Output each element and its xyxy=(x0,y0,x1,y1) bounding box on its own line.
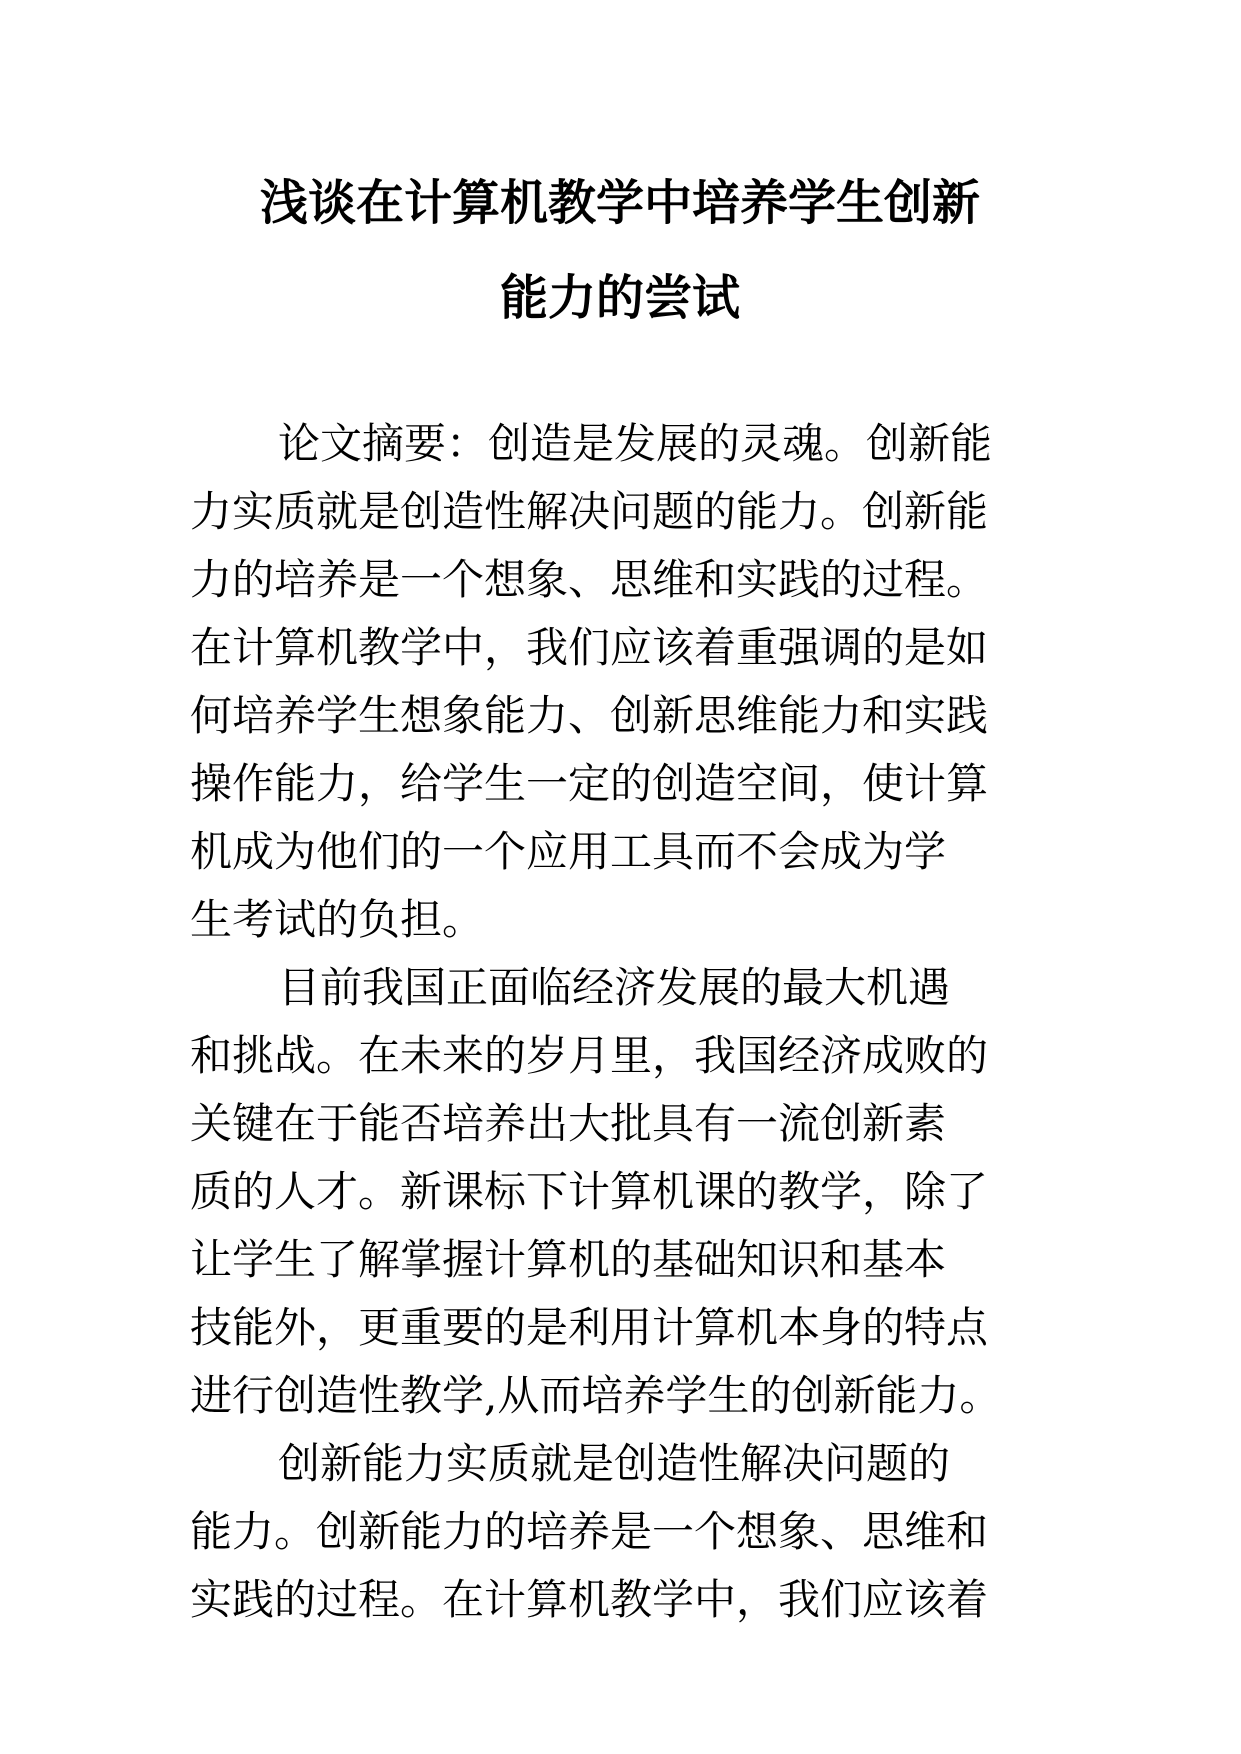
body-line: 力的培养是一个想象、思维和实践的过程。 xyxy=(190,555,989,604)
body-line: 和挑战。在未来的岁月里，我国经济成败的 xyxy=(190,1031,989,1080)
body-line: 实践的过程。在计算机教学中，我们应该着 xyxy=(190,1575,989,1624)
body-line: 进行创造性教学,从而培养学生的创新能力。 xyxy=(190,1371,1002,1420)
body-line: 关键在于能否培养出大批具有一流创新素 xyxy=(190,1099,947,1148)
body-line: 在计算机教学中，我们应该着重强调的是如 xyxy=(190,623,989,672)
body-line: 力实质就是创造性解决问题的能力。创新能 xyxy=(190,487,989,536)
body-line: 技能外，更重要的是利用计算机本身的特点 xyxy=(190,1303,989,1352)
body-line: 论文摘要：创造是发展的灵魂。创新能 xyxy=(278,419,993,468)
document-title-line-2: 能力的尝试 xyxy=(499,270,740,326)
body-line: 目前我国正面临经济发展的最大机遇 xyxy=(278,963,951,1012)
body-line: 何培养学生想象能力、创新思维能力和实践 xyxy=(190,691,989,740)
document-body xyxy=(190,410,1090,1634)
body-line: 让学生了解掌握计算机的基础知识和基本 xyxy=(190,1235,947,1284)
body-line: 质的人才。新课标下计算机课的教学，除了 xyxy=(190,1167,989,1216)
document-title-line-1: 浅谈在计算机教学中培养学生创新 xyxy=(259,175,980,231)
body-line: 机成为他们的一个应用工具而不会成为学 xyxy=(190,827,947,876)
body-line: 操作能力，给学生一定的创造空间，使计算 xyxy=(190,759,989,808)
body-line: 创新能力实质就是创造性解决问题的 xyxy=(278,1439,951,1488)
body-line: 生考试的负担。 xyxy=(190,895,485,944)
body-line: 能力。创新能力的培养是一个想象、思维和 xyxy=(190,1507,989,1556)
